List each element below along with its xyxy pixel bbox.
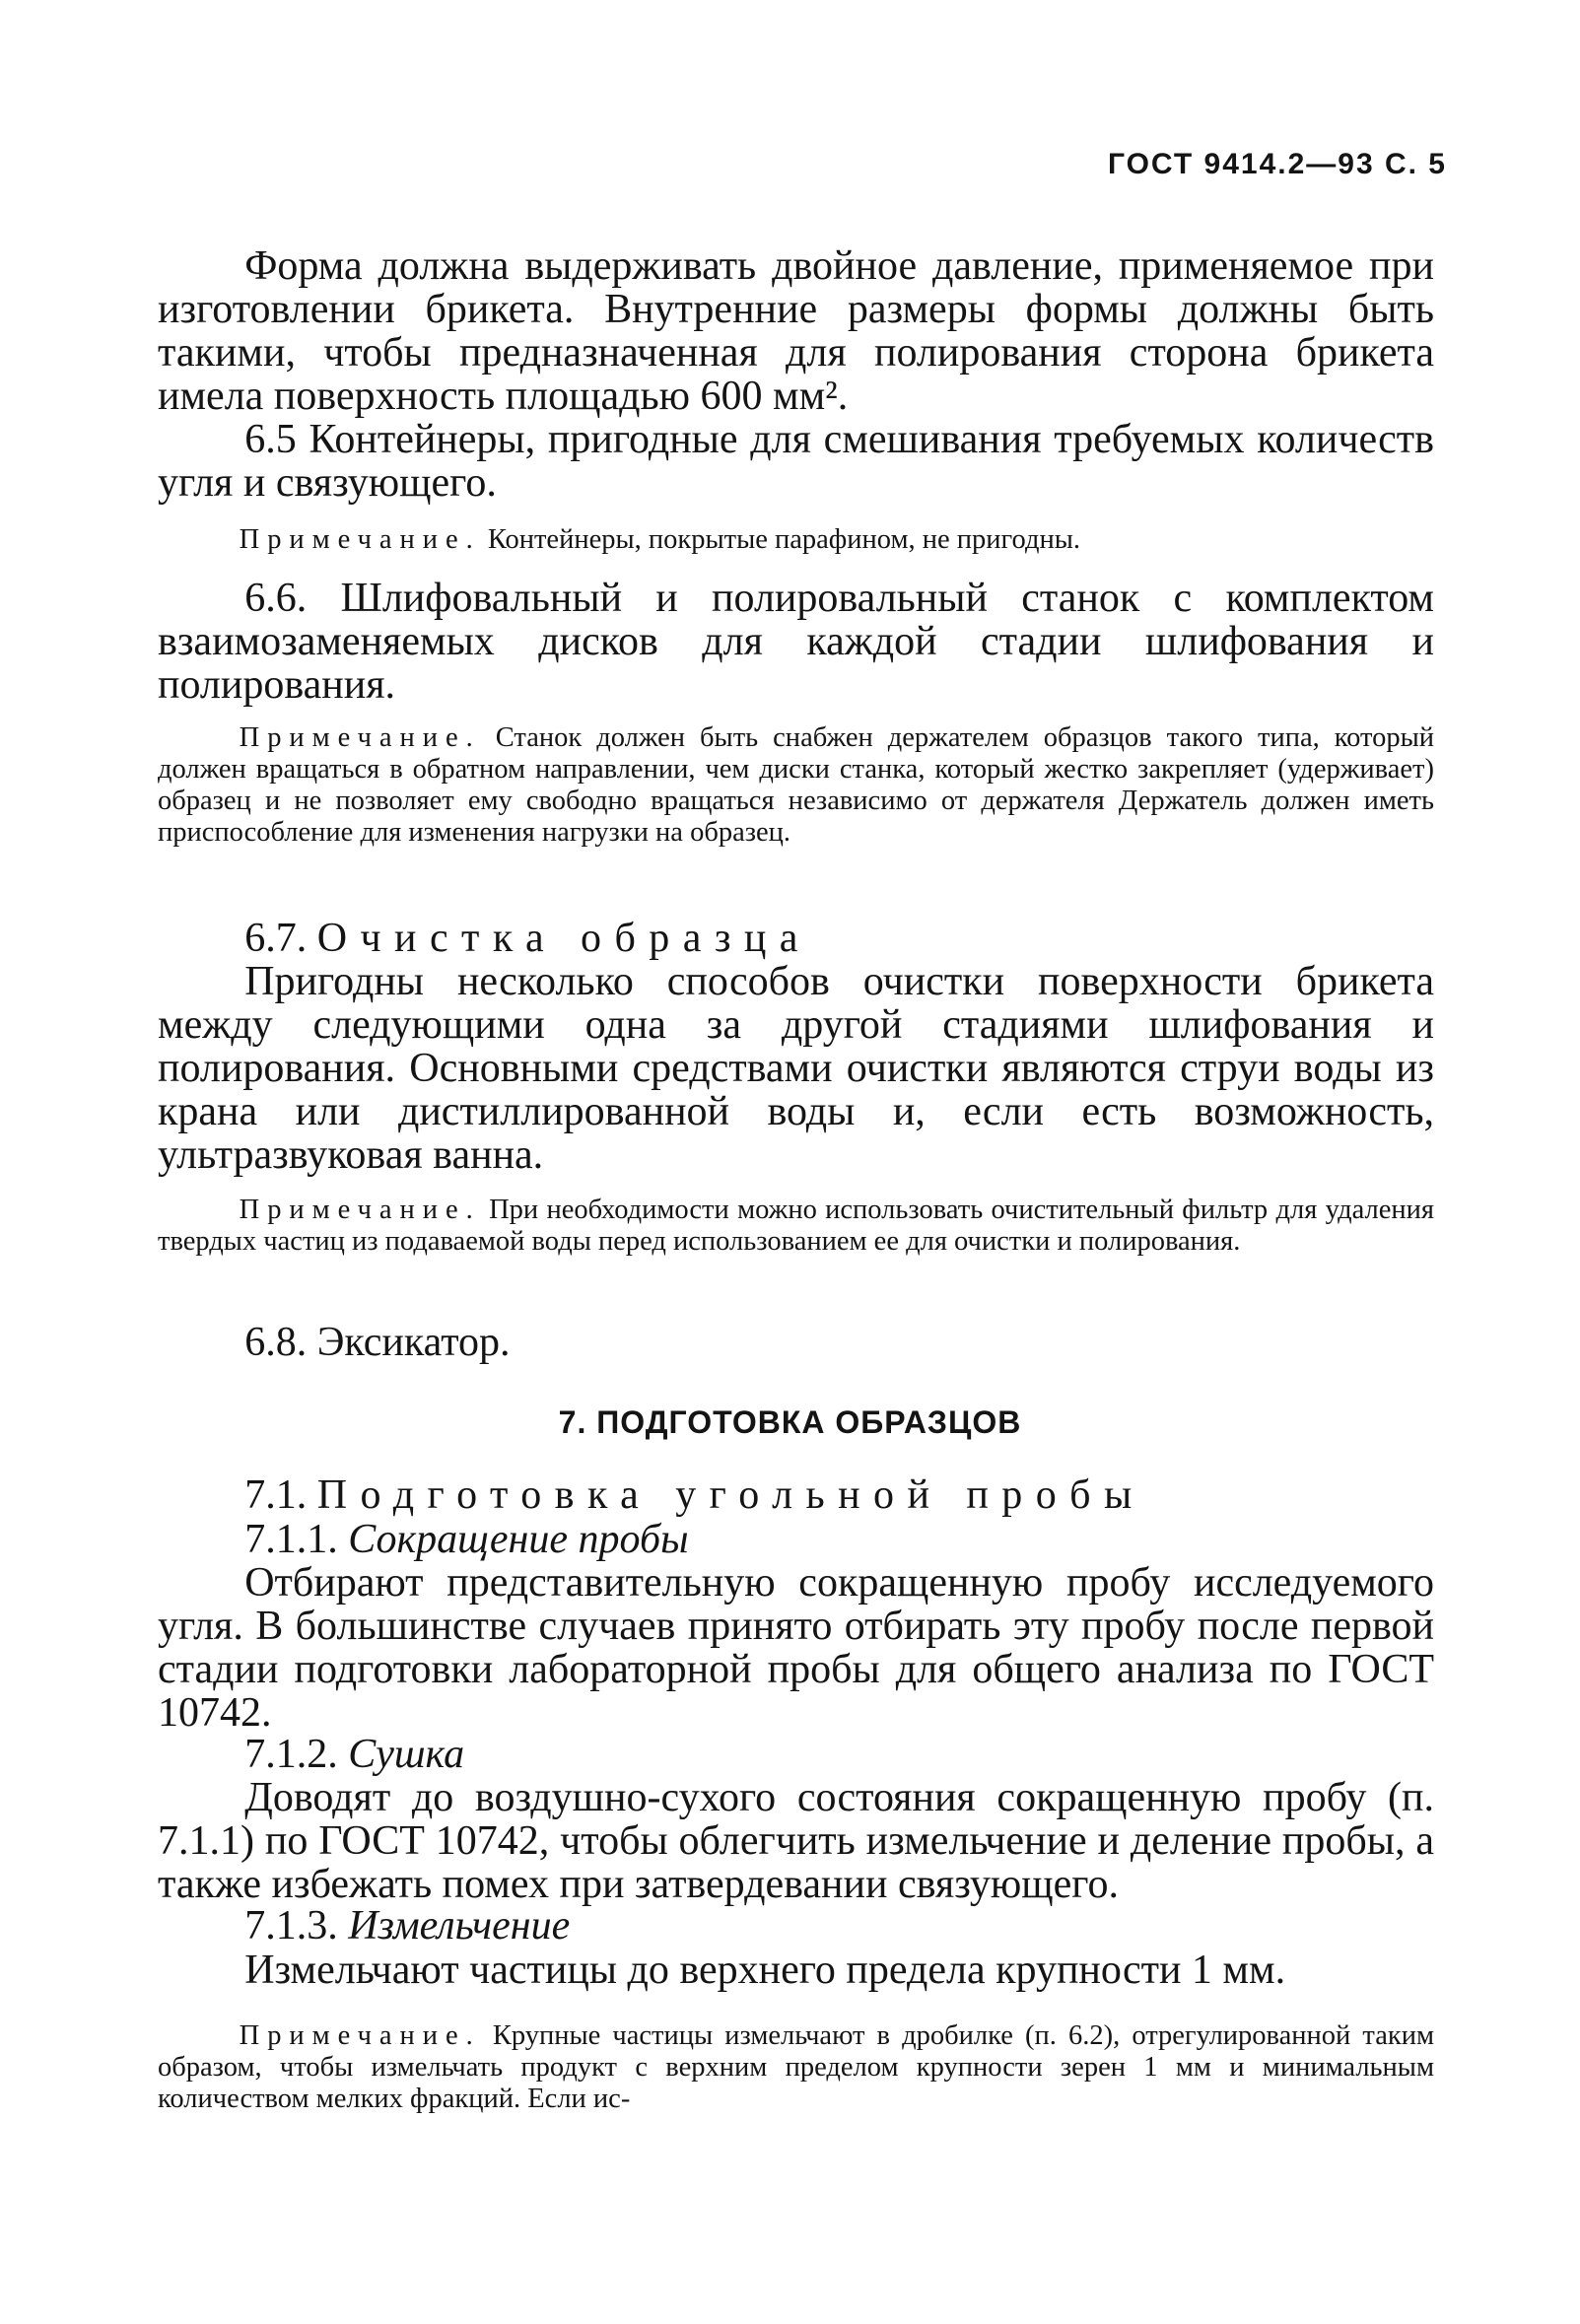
note-label: Примечание. [239, 524, 481, 555]
paragraph-form-requirements: Форма должна выдерживать двойное давление, применяемое при изготовлении брикета. Внутренние размеры формы должны быть такими, чтобы предназначенная для полирования сторона брикета имела поверхность площадью 600 мм². [158, 243, 1434, 419]
paragraph-7-1-2: Доводят до воздушно-сухого состояния сокращенную пробу (п. 7.1.1) по ГОСТ 10742, чтобы облегчить измельчение и деление пробы, а также избежать помех при затвердевании связующего. [158, 1775, 1434, 1907]
heading-number: 6.7. [244, 916, 308, 961]
page-header: ГОСТ 9414.2—93 С. 5 [1107, 148, 1447, 180]
heading-7-1-2 [158, 1733, 1434, 1776]
section-title-7: 7. ПОДГОТОВКА ОБРАЗЦОВ [558, 1404, 1022, 1440]
note-text: Контейнеры, покрытые парафином, не пригодны. [480, 524, 1080, 555]
heading-number: 7.1.3. [244, 1903, 338, 1948]
paragraph-6-5: 6.5 Контейнеры, пригодные для смешивания требуемых количеств угля и связующего. [158, 417, 1434, 506]
note-text: При необходимости можно использовать очистительный фильтр для удаления твердых частиц из подаваемой воды перед использованием ее для очистки и полирования. [158, 1195, 1434, 1257]
heading-7-1-3 [158, 1904, 1434, 1948]
heading-number: 7.1.1. [244, 1517, 338, 1562]
heading-title: Сушка [348, 1732, 465, 1777]
note-label: Примечание. [239, 1195, 481, 1225]
paragraph-6-8: 6.8. Эксикатор. [244, 1320, 511, 1365]
heading-7-1 [158, 1473, 1434, 1517]
paragraph-7-1-1: Отбирают представительную сокращенную пробу исследуемого угля. В большинстве случаев принято отбирать эту пробу после первой стадии подготовки лабораторной пробы для общего анализа по ГОСТ 10742. [158, 1560, 1434, 1736]
paragraph-7-1-3: Измельчают частицы до верхнего предела крупности 1 мм. [244, 1948, 1286, 1993]
paragraph-6-6: 6.6. Шлифовальный и полировальный станок с комплектом взаимозаменяемых дисков для каждой стадии шлифования и полирования. [158, 576, 1434, 708]
note-6-6 [158, 722, 1434, 849]
heading-number: 7.1. [244, 1472, 308, 1518]
heading-title: Подготовка угольной пробы [316, 1472, 1145, 1518]
note-6-5 [158, 524, 1434, 556]
heading-title: Сокращение пробы [348, 1517, 689, 1562]
heading-title: Очистка образца [316, 916, 811, 961]
heading-number: 7.1.2. [244, 1732, 338, 1777]
paragraph-6-7: Пригодны несколько способов очистки поверхности брикета между следующими одна за другой стадиями шлифования и полирования. Основными средствами очистки являются струи воды из крана или дистиллированной воды и, если есть возможность, ультразвуковая ванна. [158, 959, 1434, 1178]
note-label: Примечание. [239, 2020, 481, 2051]
heading-7-1-1 [158, 1518, 1434, 1561]
heading-title: Измельчение [348, 1903, 571, 1948]
note-7-1-3 [158, 2020, 1434, 2115]
note-6-7 [158, 1195, 1434, 1258]
note-text: Крупные частицы измельчают в дробилке (п. 6.2), отрегулированной таким образом, чтобы измельчать продукт с верхним пределом крупности зерен 1 мм и минимальным количеством мелких фракций. Если ис- [158, 2020, 1434, 2114]
note-label: Примечание. [239, 722, 481, 753]
note-text: Станок должен быть снабжен держателем образцов такого типа, который должен вращаться в обратном направлении, чем диски станка, который жестко закрепляет (удерживает) образец и не позволяет ему свободно вращаться независимо от держателя Держатель должен иметь приспособление для изменения нагрузки на образец. [158, 722, 1434, 848]
heading-6-7 [158, 917, 1434, 960]
